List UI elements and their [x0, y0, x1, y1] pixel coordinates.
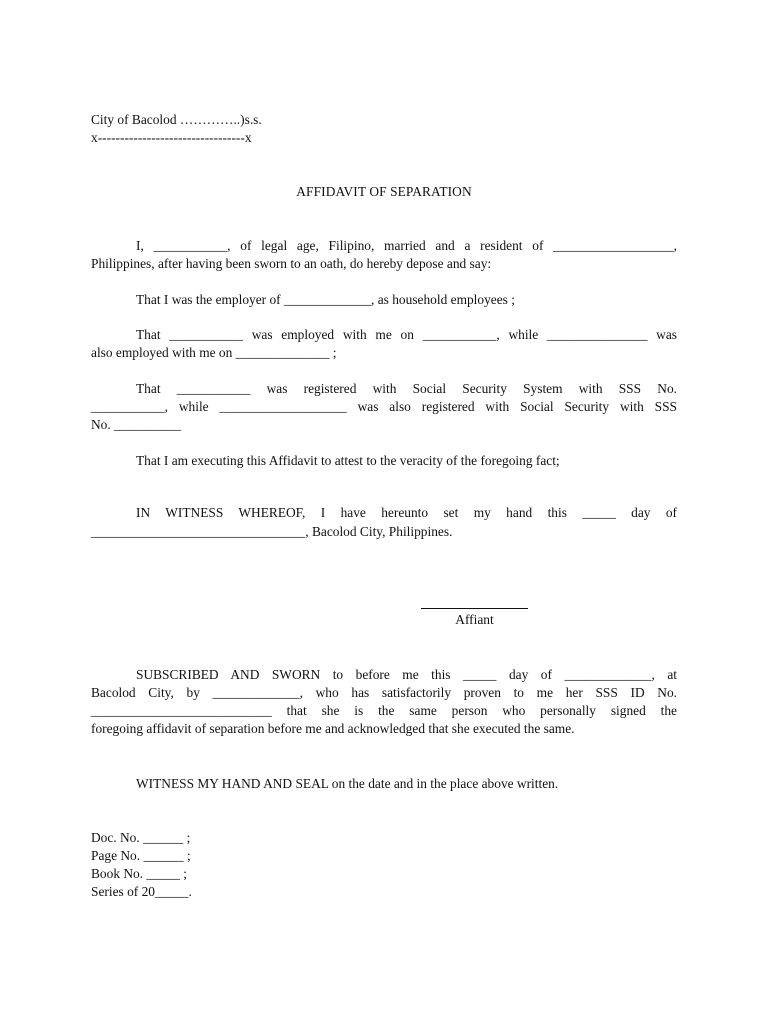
paragraph-employment-line-1: That ___________ was employed with me on ___________, while _______________ was [136, 327, 677, 342]
witness-line-1: IN WITNESS WHEREOF, I have hereunto set my hand this _____ day of [136, 505, 677, 520]
intro-line-2: Philippines, after having been sworn to an oath, do hereby depose and say: [91, 256, 492, 271]
jurat-line-4: foregoing affidavit of separation before me and acknowledged that she executed the same. [91, 721, 575, 736]
document-title: AFFIDAVIT OF SEPARATION [296, 184, 472, 199]
jurat-line-3: ___________________________ that she is the same person who personally signed the [91, 703, 677, 718]
paragraph-employment-line-2: also employed with me on ______________ ; [91, 345, 337, 360]
series-number: Series of 20_____. [91, 884, 192, 899]
page-number: Page No. ______ ; [91, 848, 191, 863]
paragraph-attestation: That I am executing this Affidavit to attest to the veracity of the foregoing fact; [136, 453, 560, 468]
affiant-label: Affiant [455, 612, 494, 627]
witness-line-2: ________________________________, Bacolod City, Philippines. [91, 524, 453, 539]
jurat-line-2: Bacolod City, by _____________, who has satisfactorily proven to me her SSS ID No. [91, 685, 677, 700]
venue-separator: x---------------------------------x [91, 130, 252, 145]
doc-number: Doc. No. ______ ; [91, 830, 191, 845]
paragraph-sss-line-2: ___________, while ___________________ was also registered with Social Security with SSS [91, 399, 677, 414]
paragraph-employer: That I was the employer of _____________, as household employees ; [136, 292, 515, 307]
jurat-line-1: SUBSCRIBED AND SWORN to before me this _____ day of _____________, at [136, 667, 677, 682]
book-number: Book No. _____ ; [91, 866, 187, 881]
paragraph-sss-line-1: That ___________ was registered with Social Security System with SSS No. [136, 381, 677, 396]
paragraph-sss-line-3: No. __________ [91, 417, 182, 432]
venue-line: City of Bacolod …………..)s.s. [91, 112, 262, 127]
affiant-signature-line [421, 608, 528, 609]
witness-hand-seal: WITNESS MY HAND AND SEAL on the date and in the place above written. [136, 776, 559, 791]
intro-line-1: I, ___________, of legal age, Filipino, married and a resident of __________________, [136, 238, 677, 253]
